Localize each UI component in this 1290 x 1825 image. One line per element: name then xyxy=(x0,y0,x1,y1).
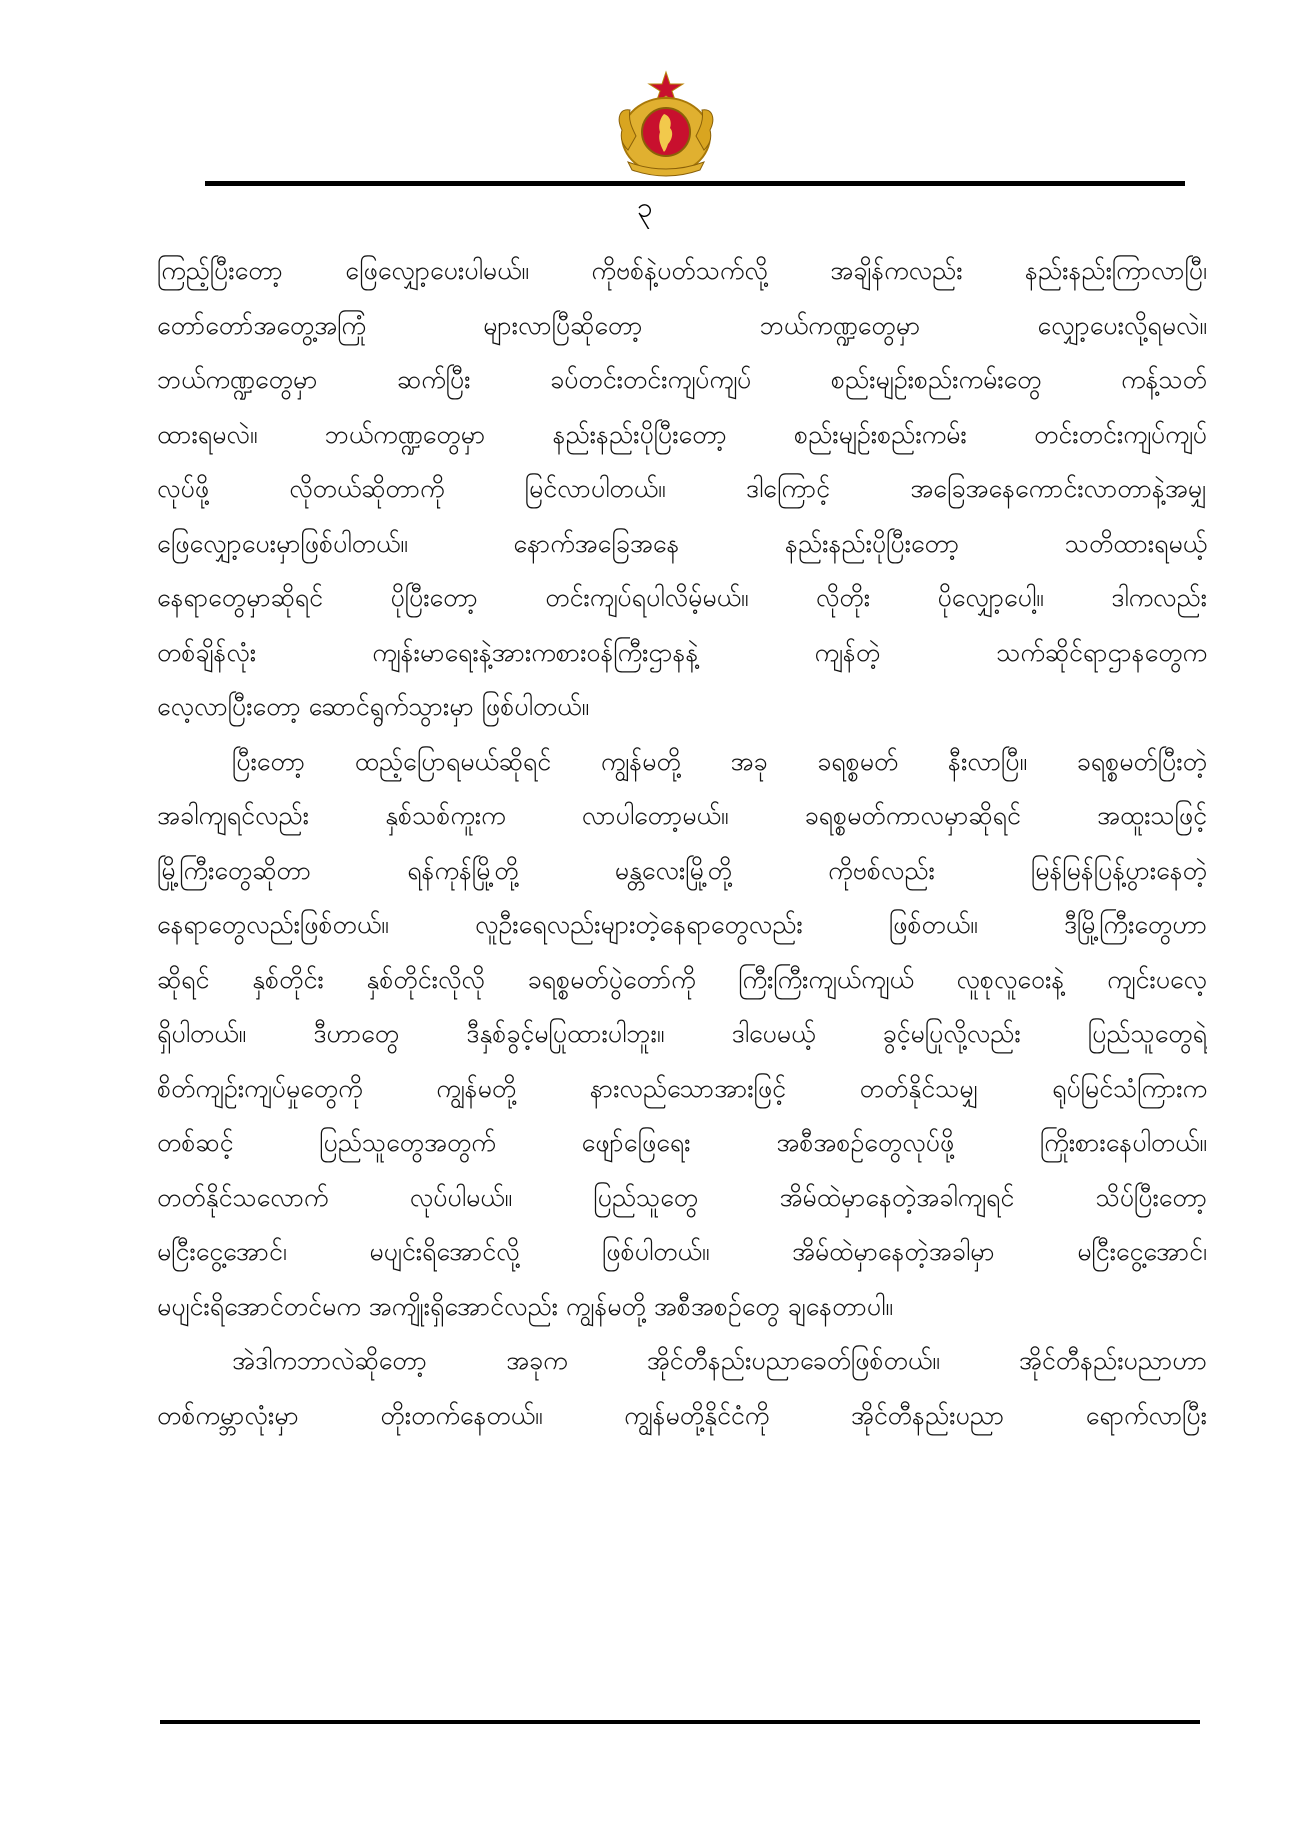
header-rule xyxy=(205,181,1185,186)
text-line: နေရာတွေမှာဆိုရင် ပိုပြီးတော့ တင်းကျပ်ရပါလိမ့်မယ်။ လိုတိုး ပိုလျှော့ပေါ့။ ဒါကလည်း xyxy=(157,583,1207,612)
text-line: တစ်ချိန်လုံး ကျန်းမာရေးနဲ့အားကစားဝန်ကြီးဌာနနဲ့ ကျန်တဲ့ သက်ဆိုင်ရာဌာနတွေက xyxy=(157,637,1207,667)
paragraph-1 xyxy=(157,244,1207,735)
text-line: လုပ်ဖို့ လိုတယ်ဆိုတာကို မြင်လာပါတယ်။ ဒါကြောင့် အခြေအနေကောင်းလာတာနဲ့အမျှ xyxy=(157,474,1207,503)
text-line: တစ်ဆင့် ပြည်သူတွေအတွက် ဖျော်ဖြေရေး အစီအစဉ်တွေလုပ်ဖို့ ကြိုးစားနေပါတယ်။ xyxy=(157,1128,1207,1157)
paragraph-3 xyxy=(157,1334,1207,1443)
text-line: လေ့လာပြီးတော့ ဆောင်ရွက်သွားမှာ ဖြစ်ပါတယ်။ xyxy=(157,692,590,721)
text-line: ရှိပါတယ်။ ဒီဟာတွေ ဒီနှစ်ခွင့်မပြုထားပါဘူး။ ဒါပေမယ့် ခွင့်မပြုလို့လည်း ပြည်သူတွေရဲ့ xyxy=(157,1019,1207,1048)
text-line: ဘယ်ကဏ္ဍတွေမှာ ဆက်ပြီး ခပ်တင်းတင်းကျပ်ကျပ် စည်းမျဉ်းစည်းကမ်းတွေ ကန့်သတ် xyxy=(157,365,1207,394)
page-number: ၃ xyxy=(637,191,653,224)
state-seal-emblem-icon xyxy=(614,70,718,180)
text-line: မငြီးငွေ့အောင်၊ မပျင်းရိအောင်လို့ ဖြစ်ပါတယ်။ အိမ်ထဲမှာနေတဲ့အခါမှာ မငြီးငွေ့အောင်၊ xyxy=(157,1237,1207,1266)
text-line: ထားရမလဲ။ ဘယ်ကဏ္ဍတွေမှာ နည်းနည်းပိုပြီးတော့ စည်းမျဉ်းစည်းကမ်း တင်းတင်းကျပ်ကျပ် xyxy=(157,419,1207,449)
text-line: တော်တော်အတွေ့အကြုံ များလာပြီဆိုတော့ ဘယ်ကဏ္ဍတွေမှာ လျှော့ပေးလို့ရမလဲ။ xyxy=(157,310,1207,340)
text-line: ပြီးတော့ ထည့်ပြောရမယ်ဆိုရင် ကျွန်မတို့ အခု ခရစ္စမတ် နီးလာပြီ။ ခရစ္စမတ်ပြီးတဲ့ xyxy=(232,746,1207,776)
text-line: ကြည့်ပြီးတော့ ဖြေလျှော့ပေးပါမယ်။ ကိုဗစ်နဲ့ပတ်သက်လို့ အချိန်ကလည်း နည်းနည်းကြာလာပြီ၊ xyxy=(157,256,1207,285)
text-line: နေရာတွေလည်းဖြစ်တယ်။ လူဦးရေလည်းများတဲ့နေရာတွေလည်း ဖြစ်တယ်။ ဒီမြို့ကြီးတွေဟာ xyxy=(157,910,1207,939)
text-line: တတ်နိုင်သလောက် လုပ်ပါမယ်။ ပြည်သူတွေ အိမ်ထဲမှာနေတဲ့အခါကျရင် သိပ်ပြီးတော့ xyxy=(157,1182,1207,1212)
text-line: တစ်ကမ္ဘာလုံးမှာ တိုးတက်နေတယ်။ ကျွန်မတို့နိုင်ငံကို အိုင်တီနည်းပညာ ရောက်လာပြီး xyxy=(157,1400,1207,1430)
text-line: မပျင်းရိအောင်တင်မက အကျိုးရှိအောင်လည်း ကျွန်မတို့ အစီအစဉ်တွေ ချနေတာပါ။ xyxy=(157,1291,893,1321)
text-line: ဖြေလျှော့ပေးမှာဖြစ်ပါတယ်။ နောက်အခြေအနေ နည်းနည်းပိုပြီးတော့ သတိထားရမယ့် xyxy=(157,528,1207,558)
paragraph-2 xyxy=(157,735,1207,1335)
text-line: အခါကျရင်လည်း နှစ်သစ်ကူးက လာပါတော့မယ်။ ခရစ္စမတ်ကာလမှာဆိုရင် အထူးသဖြင့် xyxy=(157,801,1207,830)
text-line: ဆိုရင် နှစ်တိုင်း နှစ်တိုင်းလိုလို ခရစ္စမတ်ပွဲတော်ကို ကြီးကြီးကျယ်ကျယ် လူစုလူဝေးနဲ့ ကျင်းပလေ့ xyxy=(157,964,1207,994)
body-text xyxy=(157,244,1207,1443)
text-line: မြို့ကြီးတွေဆိုတာ ရန်ကုန်မြို့တို့ မန္တလေးမြို့တို့ ကိုဗစ်လည်း မြန်မြန်ပြန့်ပွားနေတဲ့ xyxy=(157,855,1207,885)
text-line: စိတ်ကျဉ်းကျပ်မှုတွေကို ကျွန်မတို့ နားလည်သောအားဖြင့် တတ်နိုင်သမျှ ရုပ်မြင်သံကြားက xyxy=(157,1073,1207,1103)
text-line: အဲဒါကဘာလဲဆိုတော့ အခုက အိုင်တီနည်းပညာခေတ်ဖြစ်တယ်။ အိုင်တီနည်းပညာဟာ xyxy=(232,1346,1207,1375)
footer-rule xyxy=(160,1720,1200,1724)
